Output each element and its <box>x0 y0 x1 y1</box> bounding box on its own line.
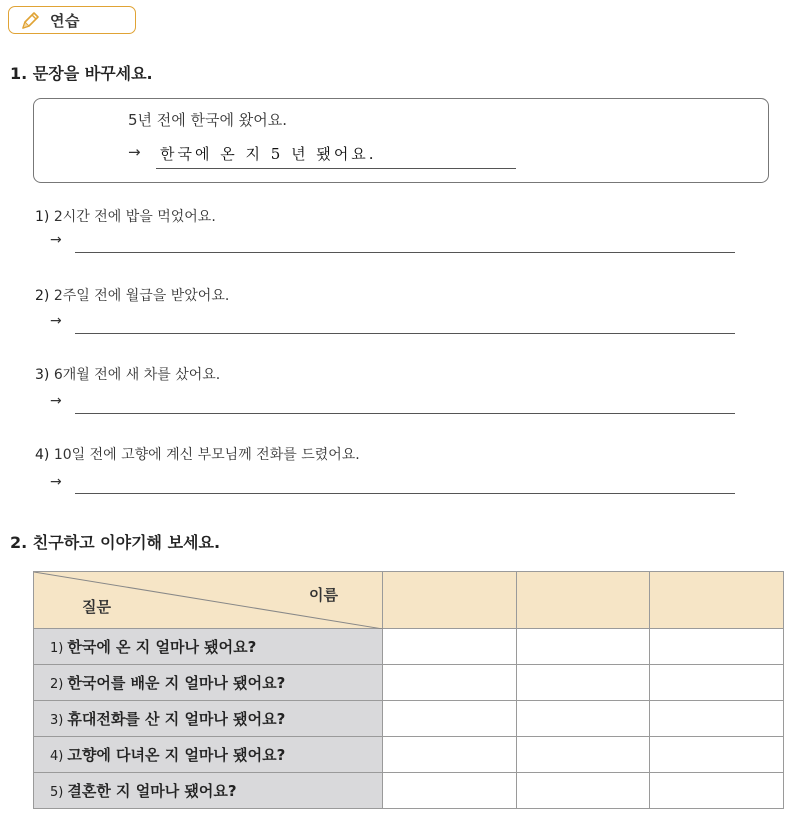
question-3 <box>35 364 220 384</box>
answer-line-2[interactable] <box>75 333 735 334</box>
row-question: 결혼한 지 얼마나 됐어요? <box>67 782 237 800</box>
answer-line-1[interactable] <box>75 252 735 253</box>
practice-badge <box>8 6 136 34</box>
header-question-label: 질문 <box>82 598 111 616</box>
answer-cell[interactable] <box>650 737 784 773</box>
row-number: 1) <box>50 641 64 656</box>
question-cell <box>34 773 383 809</box>
answer-arrow: → <box>50 393 62 409</box>
question-number: 2) <box>35 288 50 304</box>
table-row <box>34 629 784 665</box>
friend-name-cell-1[interactable] <box>383 572 517 629</box>
question-number: 1) <box>35 209 50 225</box>
question-text: 2주일 전에 월급을 받았어요. <box>53 288 230 304</box>
table-row <box>34 773 784 809</box>
friend-name-cell-2[interactable] <box>517 572 650 629</box>
row-number: 2) <box>50 677 64 692</box>
row-question: 휴대전화를 산 지 얼마나 됐어요? <box>67 710 286 728</box>
answer-cell[interactable] <box>517 629 650 665</box>
question-cell <box>34 701 383 737</box>
question-number: 3) <box>35 367 50 383</box>
answer-cell[interactable] <box>650 665 784 701</box>
survey-table <box>33 571 784 809</box>
table-row <box>34 665 784 701</box>
example-answer: 한국에 온 지 5 년 됐어요. <box>156 143 516 169</box>
answer-cell[interactable] <box>383 773 517 809</box>
table-header-row <box>34 572 784 629</box>
question-1 <box>35 206 216 226</box>
answer-cell[interactable] <box>650 701 784 737</box>
header-diagonal-cell <box>34 572 383 629</box>
row-number: 4) <box>50 749 64 764</box>
section1-title: 1. 문장을 바꾸세요. <box>10 64 153 83</box>
question-2 <box>35 285 229 305</box>
question-text: 10일 전에 고향에 계신 부모님께 전화를 드렸어요. <box>53 447 360 463</box>
answer-arrow: → <box>50 474 62 490</box>
answer-arrow: → <box>50 313 62 329</box>
question-4 <box>35 444 360 464</box>
question-text: 6개월 전에 새 차를 샀어요. <box>53 367 221 383</box>
badge-label: 연습 <box>50 12 80 30</box>
row-question: 고향에 다녀온 지 얼마나 됐어요? <box>67 746 286 764</box>
example-arrow: → <box>128 143 141 161</box>
question-cell <box>34 665 383 701</box>
question-text: 2시간 전에 밥을 먹었어요. <box>53 209 216 225</box>
pencil-icon <box>19 10 41 32</box>
question-number: 4) <box>35 447 50 463</box>
answer-cell[interactable] <box>383 665 517 701</box>
example-sentence: 5년 전에 한국에 왔어요. <box>128 111 288 129</box>
answer-cell[interactable] <box>517 773 650 809</box>
table-row <box>34 737 784 773</box>
answer-cell[interactable] <box>650 773 784 809</box>
section2-title: 2. 친구하고 이야기해 보세요. <box>10 533 221 552</box>
example-box <box>33 98 769 183</box>
table-row <box>34 701 784 737</box>
answer-arrow: → <box>50 232 62 248</box>
answer-cell[interactable] <box>383 701 517 737</box>
answer-line-3[interactable] <box>75 413 735 414</box>
question-cell <box>34 629 383 665</box>
row-number: 3) <box>50 713 64 728</box>
row-question: 한국에 온 지 얼마나 됐어요? <box>67 638 257 656</box>
answer-line-4[interactable] <box>75 493 735 494</box>
friend-name-cell-3[interactable] <box>650 572 784 629</box>
answer-cell[interactable] <box>517 665 650 701</box>
answer-cell[interactable] <box>517 737 650 773</box>
answer-cell[interactable] <box>383 737 517 773</box>
question-cell <box>34 737 383 773</box>
header-name-label: 이름 <box>309 586 338 604</box>
row-question: 한국어를 배운 지 얼마나 됐어요? <box>67 674 286 692</box>
row-number: 5) <box>50 785 64 800</box>
answer-cell[interactable] <box>383 629 517 665</box>
answer-cell[interactable] <box>650 629 784 665</box>
answer-cell[interactable] <box>517 701 650 737</box>
